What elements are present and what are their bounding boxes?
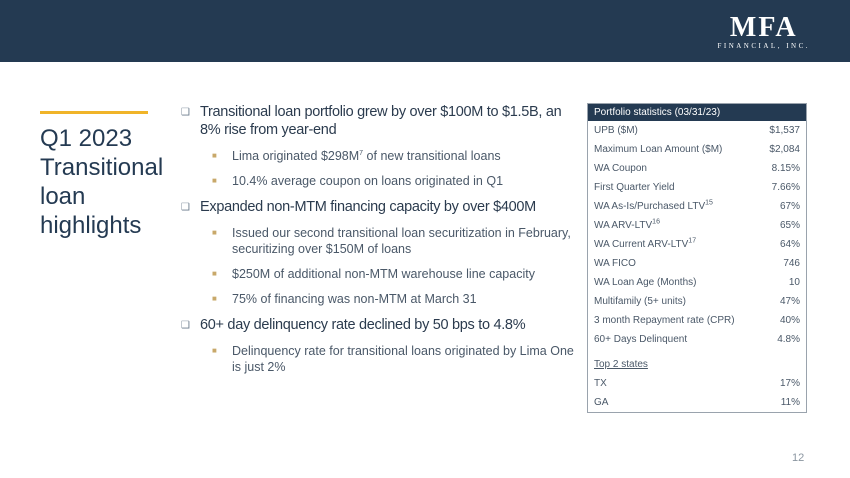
- row-value: 746: [783, 258, 800, 269]
- sub-bullet-text: Lima originated $298M: [232, 149, 360, 163]
- checkbox-bullet-icon: ❑: [181, 320, 190, 331]
- portfolio-stats-table: [587, 103, 807, 413]
- row-value: 17%: [779, 378, 800, 389]
- row-value: 10: [788, 277, 800, 288]
- row-label: UPB ($M): [594, 125, 638, 136]
- checkbox-bullet-icon: ❑: [181, 107, 190, 118]
- table-row: [588, 393, 806, 412]
- row-label: First Quarter Yield: [594, 182, 675, 193]
- row-value: 64%: [779, 239, 800, 250]
- highlights-list: [178, 103, 578, 384]
- sub-bullet-text: Issued our second transitional loan securitization in February, securitizing over $150M of loans: [232, 226, 571, 256]
- header-bar: [0, 0, 850, 62]
- sub-bullet-text: $250M of additional non-MTM warehouse line capacity: [232, 267, 535, 281]
- slide-title: Q1 2023 Transitional loan highlights: [40, 125, 164, 239]
- row-value: 47%: [779, 296, 800, 307]
- table-row: [588, 197, 806, 216]
- square-bullet-icon: ■: [212, 228, 217, 237]
- table-row: [588, 374, 806, 393]
- sub-bullet: [178, 173, 578, 189]
- row-value: 40%: [779, 315, 800, 326]
- top-states-header: Top 2 states: [594, 359, 648, 370]
- logo-main-text: MFA: [729, 12, 798, 43]
- table-header: Portfolio statistics (03/31/23): [588, 104, 806, 121]
- table-row: [588, 235, 806, 254]
- footnote-ref: 15: [705, 199, 713, 207]
- row-value: 7.66%: [771, 182, 800, 193]
- sub-bullet: [178, 225, 578, 257]
- row-value: 4.8%: [777, 334, 800, 345]
- footnote-ref: 7: [359, 149, 364, 157]
- sub-bullet-text-tail: of new transitional loans: [363, 149, 501, 163]
- logo-sub-text: FINANCIAL, INC.: [717, 42, 810, 50]
- table-row: [588, 330, 806, 349]
- row-label: Maximum Loan Amount ($M): [594, 144, 723, 155]
- sub-bullet-text: 10.4% average coupon on loans originated in Q1: [232, 174, 504, 188]
- row-label: WA Coupon: [594, 163, 647, 174]
- bullet-text: Transitional loan portfolio grew by over $100M to $1.5B, an 8% rise from year-end: [200, 104, 562, 138]
- row-label: WA Current ARV-LTV: [594, 239, 689, 250]
- row-value: $1,537: [769, 125, 800, 136]
- row-label: 60+ Days Delinquent: [594, 334, 688, 345]
- table-row: [588, 216, 806, 235]
- table-row: [588, 311, 806, 330]
- checkbox-bullet-icon: ❑: [181, 202, 190, 213]
- company-logo: [717, 14, 810, 51]
- square-bullet-icon: ■: [212, 151, 217, 160]
- sub-bullet: [178, 343, 578, 375]
- footnote-ref: 16: [652, 218, 660, 226]
- square-bullet-icon: ■: [212, 346, 217, 355]
- table-row: [588, 121, 806, 140]
- row-label: GA: [594, 397, 609, 408]
- row-value: 67%: [779, 201, 800, 212]
- row-value: 8.15%: [771, 163, 800, 174]
- table-row: [588, 273, 806, 292]
- table-row: [588, 178, 806, 197]
- row-label: 3 month Repayment rate (CPR): [594, 315, 735, 326]
- bullet-text: Expanded non-MTM financing capacity by over $400M: [200, 199, 536, 215]
- sub-bullet: [178, 291, 578, 307]
- table-row: [588, 254, 806, 273]
- square-bullet-icon: ■: [212, 294, 217, 303]
- table-spacer: [588, 349, 806, 356]
- title-accent-rule: [40, 111, 148, 114]
- highlight-bullet: [178, 103, 578, 139]
- row-label: WA ARV-LTV: [594, 220, 653, 231]
- row-value: 65%: [779, 220, 800, 231]
- sub-bullet-text: Delinquency rate for transitional loans originated by Lima One is just 2%: [232, 344, 574, 374]
- row-label: WA FICO: [594, 258, 636, 269]
- table-row: [588, 159, 806, 178]
- sub-bullet-text: 75% of financing was non-MTM at March 31: [232, 292, 477, 306]
- highlight-bullet: [178, 198, 578, 216]
- bullet-text: 60+ day delinquency rate declined by 50 bps to 4.8%: [200, 317, 526, 333]
- row-label: WA Loan Age (Months): [594, 277, 697, 288]
- sub-bullet: [178, 266, 578, 282]
- row-label: WA As-Is/Purchased LTV: [594, 201, 706, 212]
- footnote-ref: 17: [688, 237, 697, 245]
- row-label: TX: [594, 378, 607, 389]
- row-label: Multifamily (5+ units): [594, 296, 686, 307]
- table-row: [588, 140, 806, 159]
- row-value: 11%: [780, 397, 800, 408]
- square-bullet-icon: ■: [212, 269, 217, 278]
- row-value: $2,084: [769, 144, 800, 155]
- table-row: [588, 292, 806, 311]
- square-bullet-icon: ■: [212, 176, 217, 185]
- sub-bullet: [178, 148, 578, 164]
- highlight-bullet: [178, 316, 578, 334]
- page-number: 12: [792, 452, 805, 464]
